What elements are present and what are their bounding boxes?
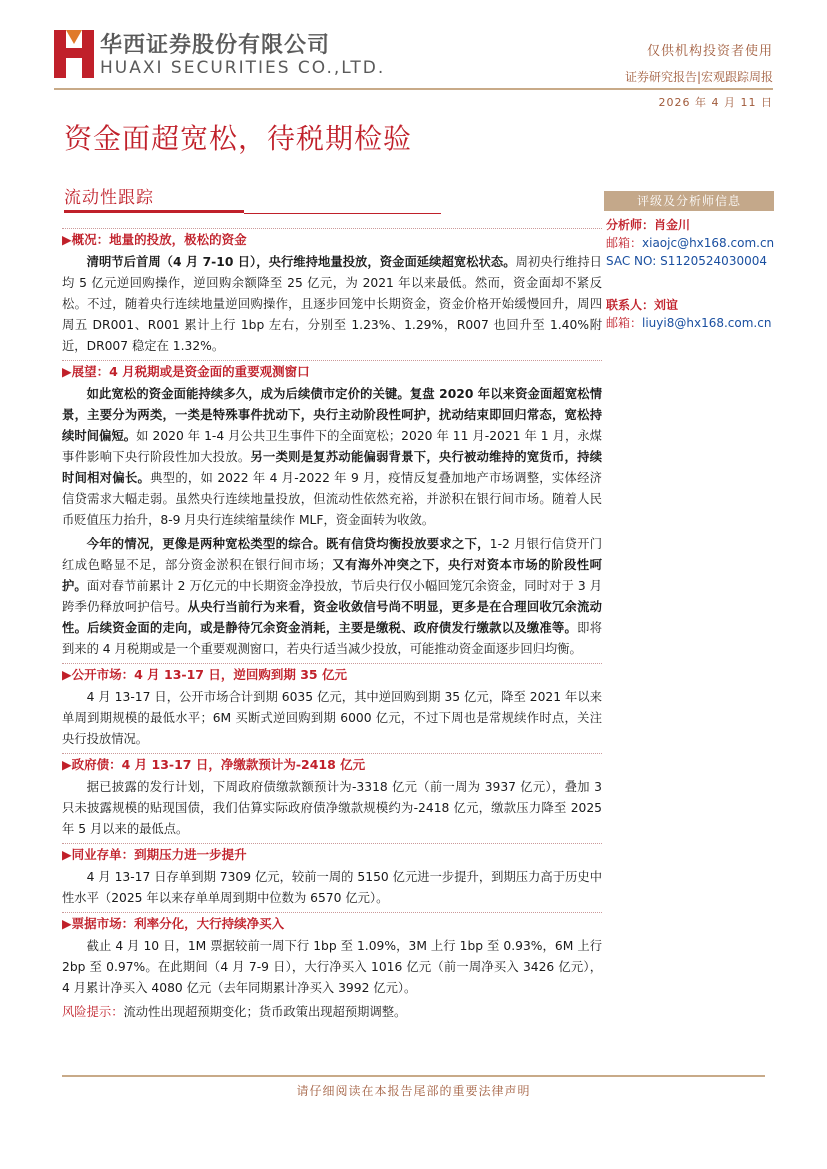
analyst-info-2 xyxy=(606,296,771,332)
heading-overview: ▶概况：地量的投放，极松的资金 xyxy=(62,228,602,250)
heading-ncd: ▶同业存单：到期压力进一步提升 xyxy=(62,843,602,865)
paragraph-ncd: 4 月 13-17 日存单到期 7309 亿元，较前一周的 5150 亿元进一步提升，到期压力高于历史中性水平（2025 年以来存单单周到期中位数为 6570 亿元）。 xyxy=(62,870,602,905)
analyst-sac-row: SAC NO: S1120524030004 xyxy=(606,254,767,268)
company-logo-icon xyxy=(54,30,94,78)
report-title: 资金面超宽松，待税期检验 xyxy=(64,122,413,155)
contact-name: 联系人：刘谊 xyxy=(606,298,679,312)
analyst-email-row: 邮箱：xiaojc@hx168.com.cn xyxy=(606,236,775,250)
heading-bill-market: ▶票据市场：利率分化，大行持续净买入 xyxy=(62,912,602,934)
analyst-info-1 xyxy=(606,216,774,270)
paragraph-bill-market: 截止 4 月 10 日，1M 票据较前一周下行 1bp 至 1.09%，3M 上行 1bp 至 0.93%，6M 上行 2bp 至 0.97%。在此期间（4 月 7-9 日），大行净买入 1016 亿元（前一周净买入 3426 亿元），4 月累计净买入 4080 亿元（去年同期累计净买入 3992 亿元）。 xyxy=(62,939,602,995)
paragraph-outlook-1: 如此宽松的资金面能持续多久，成为后续债市定价的关键。复盘 2020 年以来资金面超宽松情景，主要分为两类，一类是特殊事件扰动下，央行主动阶段性呵护，扰动结束即回归常态，宽松持续时间偏短。如 2020 年 1-4 月公共卫生事件下的全面宽松；2020 年 11 月-2021 年 1 月，永煤事件影响下央行阶段性加大投放。另一类则是复苏动能偏弱背景下，央行被动维持的宽货币，持续时间相对偏长。典型的，如 2022 年 4 月-2022 年 9 月，疫情反复叠加地产市场调整，实体经济信贷需求大幅走弱。虽然央行连续地量投放，但流动性依然充裕，并淤积在银行间市场。随着人民币贬值压力抬升，8-9 月央行连续缩量续作 MLF，资金面转为收敛。 xyxy=(62,387,602,527)
paragraph-government-bonds: 据已披露的发行计划，下周政府债缴款额预计为-3318 亿元（前一周为 3937 亿元），叠加 3 只未披露规模的贴现国债，我们估算实际政府债净缴款规模约为-2418 亿元，缴款压力降至 2025 年 5 月以来的最低点。 xyxy=(62,780,602,836)
paragraph-overview: 清明节后首周（4 月 7-10 日），央行维持地量投放，资金面延续超宽松状态。周初央行维持日均 5 亿元逆回购操作，逆回购余额降至 25 亿元，为 2021 年以来最低。然而，资金面却不紧反松。不过，随着央行连续地量逆回购操作，且逐步回笼中长期资金，资金价格开始缓慢回升，周四周五 DR001、R001 累计上行 1bp 左右，分别至 1.23%、1.29%，R007 也回升至 1.40%附近，DR007 稳定在 1.32%。 xyxy=(62,255,602,353)
analyst-name: 分析师：肖金川 xyxy=(606,218,691,232)
company-name-en: HUAXI SECURITIES CO.,LTD. xyxy=(100,58,386,78)
paragraph-open-market: 4 月 13-17 日，公开市场合计到期 6035 亿元，其中逆回购到期 35 亿元，降至 2021 年以来单周到期规模的最低水平；6M 买断式逆回购到期 6000 亿元，不过下周也是常规续作时点，关注央行投放情况。 xyxy=(62,690,602,746)
analyst-sac: S1120524030004 xyxy=(660,254,767,268)
footer-divider xyxy=(62,1075,765,1077)
company-name-cn: 华西证券股份有限公司 xyxy=(100,32,331,58)
paragraph-outlook-2: 今年的情况，更像是两种宽松类型的综合。既有信贷均衡投放要求之下，1-2 月银行信贷开门红成色略显不足，部分资金淤积在银行间市场；又有海外冲突之下，央行对资本市场的阶段性呵护。面对春节前累计 2 万亿元的中长期资金净投放，节后央行仅小幅回笼冗余资金，同时对于 3 月跨季仍释放呵护信号。从央行当前行为来看，资金收敛信号尚不明显，更多是在合理回收冗余流动性。后续资金面的走向，或是静待冗余资金消耗，主要是缴税、政府债发行缴款以及缴准等。即将到来的 4 月税期或是一个重要观测窗口，若央行适当减少投放，可能推动资金面逐步回归均衡。 xyxy=(62,537,602,656)
header-divider xyxy=(54,88,773,90)
section-underline-thin xyxy=(244,213,441,214)
section-underline xyxy=(64,210,244,213)
heading-open-market: ▶公开市场：4 月 13-17 日，逆回购到期 35 亿元 xyxy=(62,663,602,685)
risk-warning: 风险提示：流动性出现超预期变化；货币政策出现超预期调整。 xyxy=(62,1005,407,1019)
contact-email-row: 邮箱：liuyi8@hx168.com.cn xyxy=(606,316,772,330)
contact-email[interactable]: liuyi8@hx168.com.cn xyxy=(642,316,772,330)
report-type: 证券研究报告|宏观跟踪周报 xyxy=(624,70,773,84)
analyst-email[interactable]: xiaojc@hx168.com.cn xyxy=(642,236,775,250)
heading-outlook: ▶展望：4 月税期或是资金面的重要观测窗口 xyxy=(62,360,602,382)
legal-disclaimer-footer: 请仔细阅读在本报告尾部的重要法律声明 xyxy=(296,1084,531,1098)
section-title: 流动性跟踪 xyxy=(64,188,154,208)
audience-note: 仅供机构投资者使用 xyxy=(646,44,773,59)
report-body xyxy=(62,227,602,1023)
heading-government-bonds: ▶政府债：4 月 13-17 日，净缴款预计为-2418 亿元 xyxy=(62,753,602,775)
report-date: 2026 年 4 月 11 日 xyxy=(658,96,773,109)
sidebar-header: 评级及分析师信息 xyxy=(604,191,774,211)
